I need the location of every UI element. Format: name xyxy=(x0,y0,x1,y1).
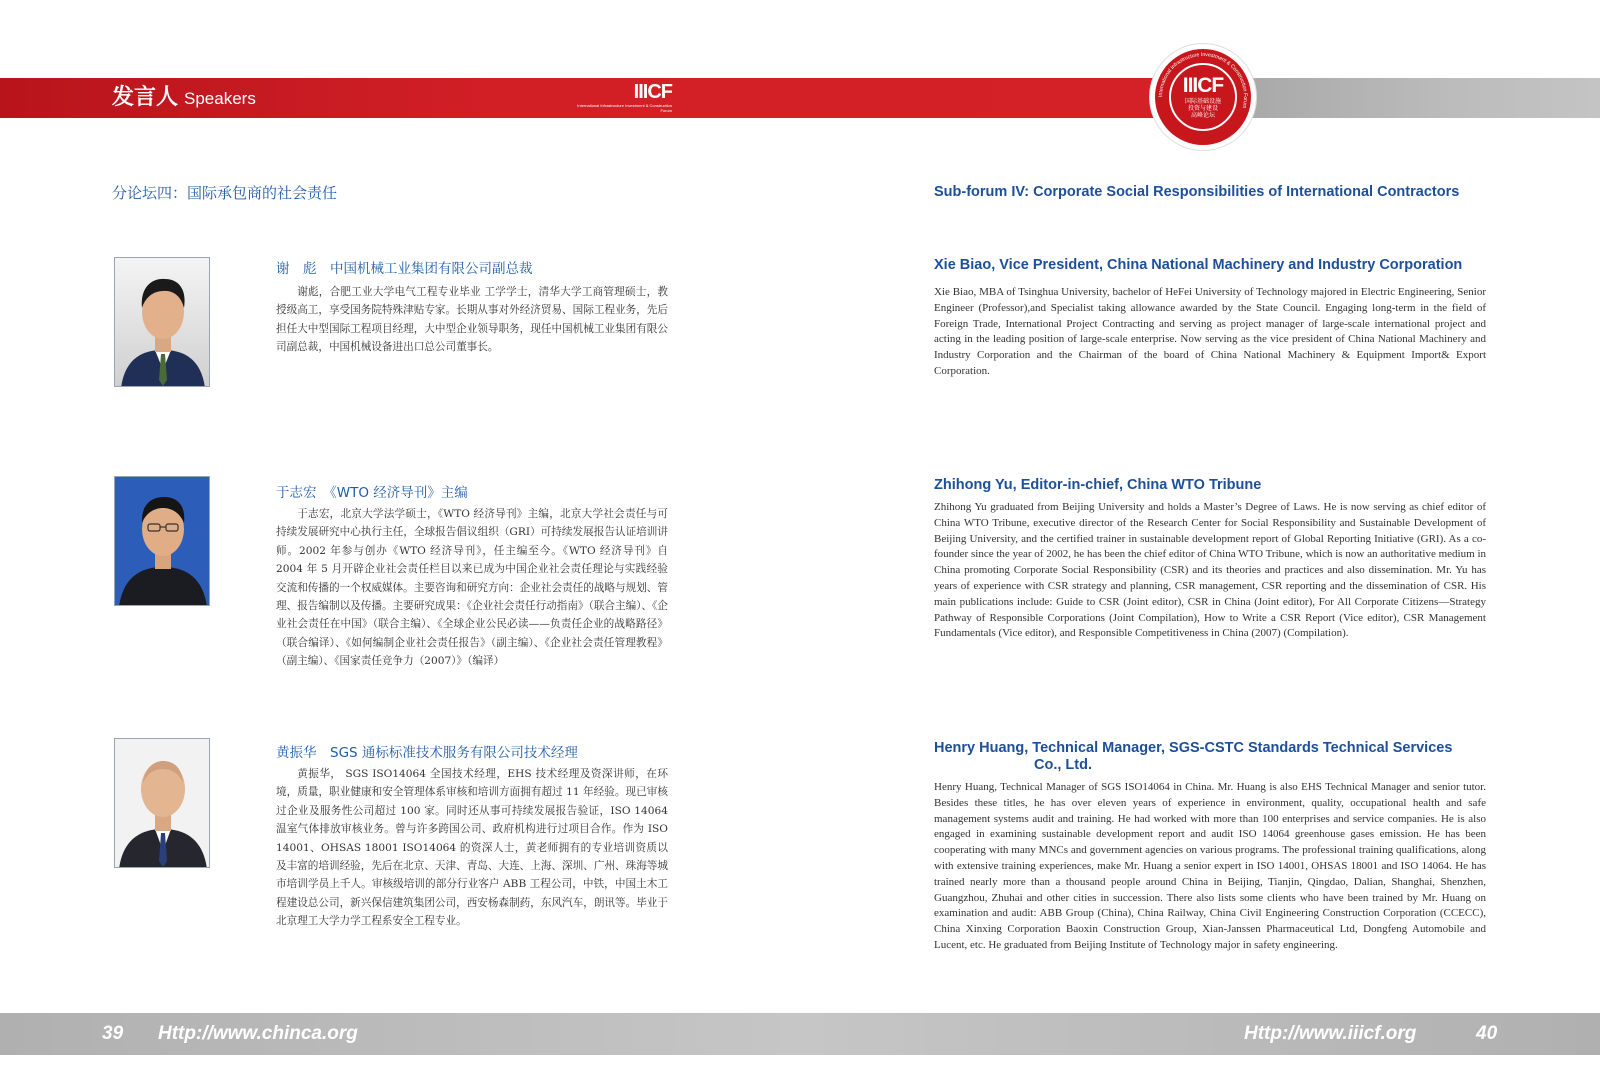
logo-inner xyxy=(1169,63,1237,131)
bio-text: Henry Huang, Technical Manager of SGS ISO14064 in China. Mr. Huang is also EHS Technical Manager and senior tutor. Besides these titles, he has over eleven years of experience in environment, quality, occupational health and safe management systems audit and training. He had worked with more than 100 enterprises and service companies. He is also engaged in examining sustainable development report and audit ISO 14064 greenhouse gases emission. He has been cooperating with many MNCs and government agencies on various programs. The professional training qualifications, along with extensive training experiences, make Mr. Huang a senior expert in ISO 14001, OHSAS 18001 and ISO 14064. He has trained nearly more than a thousand people around China in Beijing, Tianjin, Qingdao, Dalian, Shanghai, Shenzhen, Guangzhou, Zhuhai and other cities in succession. There also lists some clients who have been trained by Mr. Huang on examination and audit: ABB Group (China), China Railway, China Civil Engineering Construction Corporation (CCECC), China Xinxing Corporation Baoxin Construction Group, Xian-Janssen Pharmaceutical Ltd, Dongfeng Automobile and Lucent, etc. He graduated from Beijing Institute of Technology major in safety engineering. xyxy=(934,781,1486,951)
bio-text: Zhihong Yu graduated from Beijing University and holds a Master’s Degree of Laws. He is now serving as chief editor of China WTO Tribune, executive director of the Research Center for Social Responsibility and Sustainable Development of Beijing University, and the certified trainer in sustainable development report of Global Reporting Initiative (GRI). As a co-founder since the year of 2002, he has been the chief editor of China WTO Tribune, which is now an authoritative medium in China promoting Corporate Social Responsibility (CSR) and its theories and practices and also dissemination. Mr. Yu has years of experience with CSR strategy and planning, CSR management, CSR reporting and the dissemination of CSR. His main publications include: Guide to CSR (Joint editor), CSR in China (Joint editor), For All Corporate Citizens—Strategy Pathway of Responsible Corporations (Joint Compilation), How to Write a CSR Report (Vice editor), CSR Management Fundamentals (Vice editor), and Responsible Competitiveness in China (2007) (Compilation). xyxy=(934,501,1486,640)
portrait-image xyxy=(115,477,210,606)
page-number-right: 40 xyxy=(1476,1023,1498,1044)
header-title-cn: 发言人 xyxy=(112,85,179,110)
portrait-image xyxy=(115,739,210,868)
speaker-photo-xie-biao xyxy=(114,257,210,387)
speaker-photo-henry-huang xyxy=(114,738,210,868)
center-logo-mark: IIICF xyxy=(633,81,672,103)
speaker-bio-cn-2 xyxy=(276,505,668,671)
speaker-heading-en-3-line1: Henry Huang, Technical Manager, SGS-CSTC Standards Technical Services xyxy=(934,740,1453,756)
speaker-heading-en-3 xyxy=(934,740,1494,774)
speaker-bio-en-1 xyxy=(934,285,1486,380)
speaker-heading-en-1: Xie Biao, Vice President, China National Machinery and Industry Corporation xyxy=(934,257,1463,273)
iiicf-round-logo xyxy=(1150,44,1256,150)
bio-text: 黄振华， SGS ISO14064 全国技术经理，EHS 技术经理及资深讲师，在环境，质量，职业健康和安全管理体系审核和培训方面拥有超过 11 年经验。现已审核过企业及服务性公司超过 100 家。同时还从事可持续发展报告验证，ISO 14064 温室气体排放审核业务。曾与许多跨国公司、政府机构进行过项目合作。作为 ISO 14001、OHSAS 18001 ISO14064 的资深人士，黄老师拥有的专业培训资质以及丰富的培训经验，先后在北京、天津、青岛、大连、上海、深圳、广州、珠海等城市培训学员上千人。审核级培训的部分行业客户 ABB 工程公司，中铁，中国土木工程建设总公司，新兴保信建筑集团公司，西安杨森制药，东风汽车，朗讯等。毕业于北京理工大学力学工程系安全工程专业。 xyxy=(276,768,668,928)
footer-url-right[interactable]: Http://www.iiicf.org xyxy=(1244,1023,1417,1044)
speaker-bio-en-3 xyxy=(934,780,1486,954)
speaker-bio-cn-1 xyxy=(276,283,668,357)
header-title-en: Speakers xyxy=(184,89,256,108)
speaker-bio-en-2 xyxy=(934,500,1486,642)
header-title xyxy=(112,82,256,114)
round-logo-mark: IIICF xyxy=(1182,74,1224,97)
bio-text: Xie Biao, MBA of Tsinghua University, bachelor of HeFei University of Technology majored in Electric Engineering, Senior Engineer (Professor),and Specialist taking allowance awarded by the State Council. Engaging long-term in the field of Foreign Trade, International Project Contracting and serving as project manager of large-scale international project and acting in the leading position of large-scale enterprise. Now serving as the vice president of China National Machinery and Industry Corporation and the Chairman of the board of China National Machinery & Equipment Import& Export Corporation. xyxy=(934,286,1486,377)
round-logo-cn-3: 高峰论坛 xyxy=(1190,112,1215,119)
center-logo xyxy=(572,81,672,117)
page-number-left: 39 xyxy=(102,1023,124,1044)
speaker-heading-en-3-line2: Co., Ltd. xyxy=(1034,757,1092,773)
left-section-title: 分论坛四：国际承包商的社会责任 xyxy=(112,184,338,202)
footer-url-left[interactable]: Http://www.chinca.org xyxy=(158,1023,358,1044)
speaker-bio-cn-3 xyxy=(276,765,668,931)
bio-text: 于志宏，北京大学法学硕士，《WTO 经济导刊》主编，北京大学社会责任与可持续发展研究中心执行主任，全球报告倡议组织（GRI）可持续发展报告认证培训讲师。2002 年参与创办《WTO 经济导刊》，任主编至今。《WTO 经济导刊》自 2004 年 5 月开辟企业社会责任栏目以来已成为中国企业社会责任理论与实践经验交流和传播的一个权威媒体。主要咨询和研究方向：企业社会责任的战略与规划、管理、报告编制以及传播。主要研究成果：《企业社会责任行动指南》（联合主编）、《企业社会责任在中国》（联合主编）、《全球企业公民必读——负责任企业的战略路径》（联合编译）、《如何编制企业社会责任报告》（副主编）、《企业社会责任管理教程》（副主编）、《国家责任竞争力（2007）》（编译） xyxy=(276,508,668,668)
round-logo-cn-1: 国际基础设施 xyxy=(1184,98,1221,105)
logo-ring-text-path: International Infrastructure Investment & Construction Forum xyxy=(1157,51,1249,109)
header-bar-gray xyxy=(1238,78,1600,118)
speaker-heading-en-2: Zhihong Yu, Editor-in-chief, China WTO Tribune xyxy=(934,477,1262,493)
speaker-heading-cn-1: 谢 彪 中国机械工业集团有限公司副总裁 xyxy=(276,261,533,277)
speaker-heading-cn-2: 于志宏 《WTO 经济导刊》主编 xyxy=(276,485,468,501)
center-logo-subtitle: International Infrastructure Investment & Construction Forum xyxy=(577,103,672,113)
bio-text: 谢彪，合肥工业大学电气工程专业毕业 工学学士，清华大学工商管理硕士，教授级高工，享受国务院特殊津贴专家。长期从事对外经济贸易、国际工程业务，先后担任大中型国际工程项目经理，大中型企业领导职务，现任中国机械工业集团有限公司副总裁，中国机械设备进出口总公司董事长。 xyxy=(276,286,668,354)
right-section-title: Sub-forum IV: Corporate Social Responsibilities of International Contractors xyxy=(934,184,1460,200)
portrait-image xyxy=(115,258,210,387)
speaker-photo-zhihong-yu xyxy=(114,476,210,606)
speaker-heading-cn-3: 黄振华 SGS 通标标准技术服务有限公司技术经理 xyxy=(276,745,578,761)
round-logo-cn-2: 投资与建设 xyxy=(1187,105,1218,112)
